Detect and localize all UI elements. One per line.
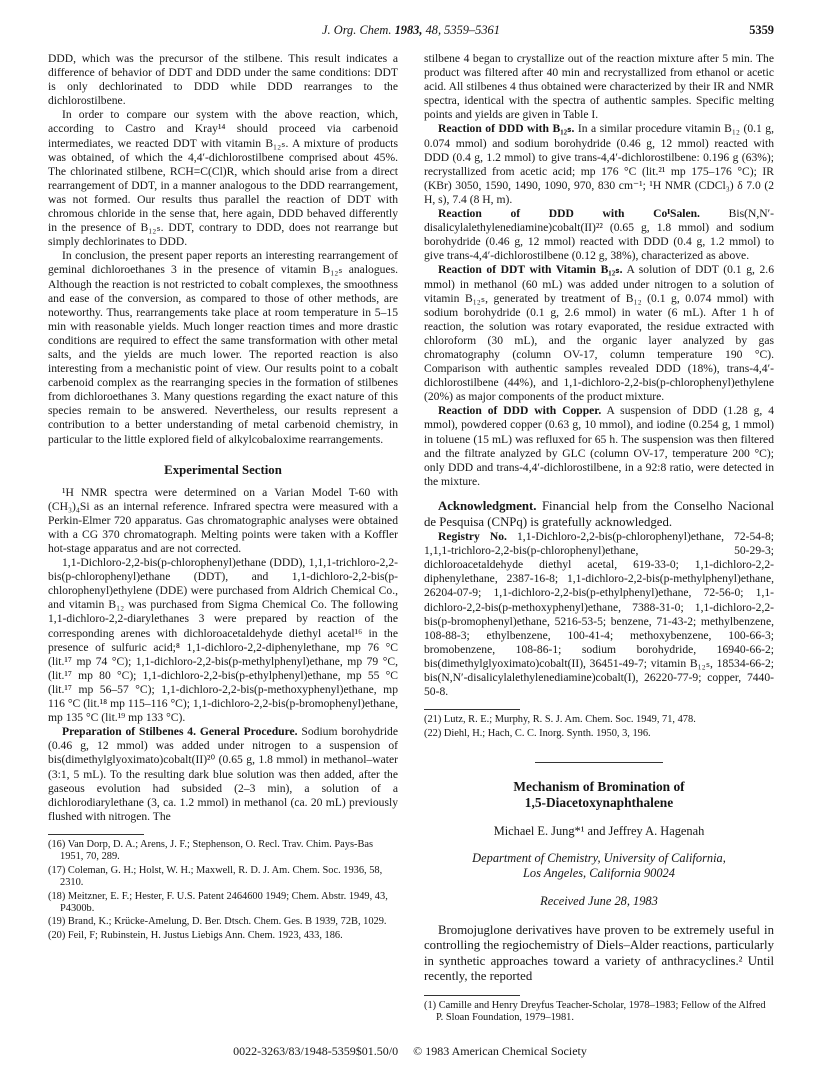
paragraph-text: In a similar procedure vitamin B₁₂ (0.1 g, 0.074 mmol) and sodium borohydride (0.46 g, 12 mmol) reacted with DDD (0.4 g, 1.2 mmol) to give trans-4,4′-dichlorostilbene: 0.196 g (63%); recrystallized from acetic acid; mp 176 °C (lit.²¹ mp 175–176 °C); IR (KBr) 3050, 1590, 1490, 1090, 970, 830 cm⁻¹; ¹H NMR (CDCl₃) δ 7.0 (2 H, s), 7.4 (8 H, m). bbox=[424, 122, 775, 206]
paragraph-text: A solution of DDT (0.1 g, 2.6 mmol) in methanol (60 mL) was added under nitrogen to a solution of vitamin B₁₂ₛ, generated by treatment of B₁₂ (0.1 g, 0.074 mmol) with sodium borohydride (0.1 g, 2.6 mmol) in water (6 mL). After 1 h of reaction, the solution was rotary evaporated, the residue extracted with chloroform (30 mL), and the organic layer analyzed by gas chromatography (column OV-17, column temperature 190 °C). Comparison with authentic samples revealed DDD (18%), trans-4,4′-dichlorostilbene (44%), and 1,1-dichloro-2,2-bis(p-chlorophenyl)ethylene (20%) as major components of the product mixture. bbox=[424, 263, 774, 404]
paragraph bbox=[424, 404, 774, 489]
paragraph-text: Bis(N,N′-disalicylalethylenediamine)cobalt(II)²² (0.65 g, 1.8 mmol) and sodium borohydride (0.46 g, 12 mmol) reacted with DDD (0.4 g, 1.2 mmol) to give trans-4,4′-dichlorostilbene (0.12 g, 38%), characterized as above. bbox=[424, 207, 774, 263]
run-in-heading: Reaction of DDD with CoᴵSalen. bbox=[438, 207, 700, 221]
left-column bbox=[48, 52, 398, 1042]
footnote: (1) Camille and Henry Dreyfus Teacher-Scholar, 1978–1983; Fellow of the Alfred P. Sloan Foundation, 1979–1981. bbox=[424, 1000, 766, 1024]
section-heading-experimental: Experimental Section bbox=[164, 462, 282, 477]
title-line: Mechanism of Bromination of bbox=[513, 779, 685, 795]
paragraph: DDD, which was the precursor of the stilbene. This result indicates a difference of behavior of DDT and DDD under the same conditions: DDT is only dechlorinated to DDD while DDD rearranges to the dichlorostilbene. bbox=[48, 52, 398, 108]
footnote: (16) Van Dorp, D. A.; Arens, J. F.; Stephenson, O. Recl. Trav. Chim. Pays-Bas 1951, 70, 289. bbox=[48, 838, 374, 863]
run-in-heading: Reaction of DDD with B₁₂ₛ. bbox=[438, 122, 575, 136]
run-in-heading: Acknowledgment. bbox=[438, 498, 537, 513]
run-in-heading: Registry No. bbox=[438, 530, 507, 544]
article-body: Bromojuglone derivatives have proven to be extremely useful in controlling the regiochemistry of Diels–Alder reactions, particularly in synthetic approaches toward a variety of anthracyclines.² Until recently, the reported bbox=[424, 922, 774, 984]
paragraph: stilbene 4 began to crystallize out of the reaction mixture after 5 min. The product was filtered after 40 min and recrystallized from ethanol or acetic acid. All stilbenes 4 thus obtained were characterized by their IR and NMR spectra, identical with the spectra of authentic samples. Specific melting points and yields are given in Table I. bbox=[424, 52, 774, 122]
right-column bbox=[424, 52, 774, 1042]
footer-code: 0022-3263/83/1948-5359$01.50/0 bbox=[233, 1044, 399, 1058]
footnotes bbox=[48, 839, 398, 942]
journal-year: 1983, bbox=[394, 23, 423, 37]
paragraph-text: 1,1-Dichloro-2,2-bis(p-chlorophenyl)ethane, 72-54-8; 1,1,1-trichloro-2,2-bis(p-chlorophenyl)ethane, 50-29-3; dichloroacetaldehyde diethyl acetal, 619-33-0; 1,1-dichloro-2,2-diphenylethane, 2387-16-8; 1,1-dichloro-2,2-bis(p-methylphenyl)ethane, 26204-07-9; 1,1-dichloro-2,2-bis(p-ethylphenyl)ethane, 72-56-0; 1,1-dichloro-2,2-bis(p-methoxyphenyl)ethane, 7388-31-0; 1,1-dichloro-2,2-bis(p-bromophenyl)ethane, 5216-53-5; benzene, 71-43-2; methylbenzene, 108-88-3; ethylbenzene, 100-41-4; methoxybenzene, 100-66-3; bromobenzene, 108-86-1; sodium borohydride, 16940-66-2; bis(dimethylglyoximato)cobalt(II), 36451-49-7; vitamin B₁₂ₛ, 18534-66-2; bis(N,N′-disalicylalethylenediamine)cobalt(I), 26220-77-9; copper, 7440-50-8. bbox=[424, 530, 774, 699]
article-authors: Michael E. Jung*¹ and Jeffrey A. Hagenah bbox=[493, 823, 705, 838]
journal-name: J. Org. Chem. bbox=[322, 23, 392, 37]
footnote: (22) Diehl, H.; Hach, C. C. Inorg. Synth. 1950, 3, 196. bbox=[424, 727, 651, 739]
footnote-rule bbox=[424, 995, 520, 996]
title-line: 1,5-Diacetoxynaphthalene bbox=[524, 795, 674, 811]
article-separator bbox=[535, 762, 663, 763]
footnote: (18) Meitzner, E. F.; Hester, F. U.S. Patent 2464600 1949; Chem. Abstr. 1949, 43, P4300b. bbox=[48, 890, 388, 914]
paragraph-text: Financial help from the Conselho Nacional de Pesquisa (CNPq) is gratefully acknowledged. bbox=[424, 498, 774, 529]
footnotes bbox=[424, 714, 774, 740]
page-footer bbox=[0, 1044, 820, 1058]
paragraph-text: A suspension of DDD (1.28 g, 4 mmol), powdered copper (0.63 g, 10 mmol), and iodine (0.254 g, 1 mmol) in toluene (15 mL) was refluxed for 65 h. The suspension was then filtered and the filtrate analyzed by GLC (column OV-17, temperature 200 °C); only DDD and trans-4,4′-dichlorostilbene, in a 92:8 ratio, were detected in the mixture. bbox=[424, 404, 774, 488]
footnote: (21) Lutz, R. E.; Murphy, R. S. J. Am. Chem. Soc. 1949, 71, 478. bbox=[424, 714, 696, 726]
footnote: (19) Brand, K.; Krücke-Amelung, D. Ber. Dtsch. Chem. Ges. B 1939, 72B, 1029. bbox=[48, 916, 387, 928]
run-in-heading: Reaction of DDT with Vitamin B₁₂ₛ. bbox=[438, 263, 623, 277]
paragraph: In conclusion, the present paper reports an interesting rearrangement of geminal dichloroethanes 3 in the presence of vitamin B₁₂ₛ analogues. Although the reaction is not restricted to cobalt complexes, the smoothness and ease of the conversion, as compared to those of other methods, are noteworthy. Thus, rearrangements take place at room temperature in 5–15 min with reasonable yields. Much longer reaction times and more drastic conditions are required to effect the same transformation with other metal salts, and the yields are much lower. The reported reaction is also interesting from a mechanistic point of view. Our results point to a cobalt carbenoid complex as the rearranging species in the formation of stilbenes from dichloroethanes 3. Many questions regarding the exact nature of this species remain to be answered. Nevertheless, our results represent a contribution to a better understanding of metal carbenoid chemistry, in particular to the little explored field of alkylcobaloxime rearrangements. bbox=[48, 249, 398, 446]
footnote: (17) Coleman, G. H.; Holst, W. H.; Maxwell, R. D. J. Am. Chem. Soc. 1936, 58, 2310. bbox=[48, 864, 383, 889]
paragraph: In order to compare our system with the above reaction, which, according to Castro and Kray¹⁴ should proceed via carbenoid intermediates, we reacted DDT with vitamin B₁₂ₛ. A mixture of products was obtained, of which the 4,4′-dichlorostilbene comprised about 45%. The chlorinated stilbene, RCH=C(Cl)R, which should arise from a direct rearrangement of DDT, in a manner analogous to the DDD rearrangement, was not formed. Our results thus parallel the reaction of DDT with chromous chloride in the sense that, here again, DDD behaved differently in the presence of B₁₂ₛ. DDT, contrary to DDD, does not rearrange but simply dechlorinates to DDD. bbox=[48, 108, 398, 249]
page-number: 5359 bbox=[749, 23, 774, 37]
article-title bbox=[424, 779, 774, 812]
footnote: (20) Feil, F; Rubinstein, H. Justus Liebigs Ann. Chem. 1923, 433, 186. bbox=[48, 929, 343, 941]
journal-citation bbox=[48, 22, 774, 38]
running-header bbox=[48, 22, 774, 38]
affiliation-line: Los Angeles, California 90024 bbox=[523, 866, 675, 881]
footer-copyright: © 1983 American Chemical Society bbox=[413, 1044, 587, 1058]
run-in-heading: Preparation of Stilbenes 4. General Procedure. bbox=[62, 725, 298, 739]
run-in-heading: Reaction of DDD with Copper. bbox=[438, 404, 602, 418]
paragraph-text: Sodium borohydride (0.46 g, 12 mmol) was added under nitrogen to a suspension of bis(dimethylglyoximato)cobalt(II)²⁰ (0.65 g, 1.8 mmol) in methanol–water (3:1, 5 mL). To the resulting dark blue solution was then added, after the gaseous evolution had subsided (2–3 min), a solution of a dichlorodiarylethane (3, ca. 1.2 mmol) in methanol (ca. 20 mL) previously flushed with nitrogen. The bbox=[48, 725, 398, 823]
footnote-rule bbox=[48, 834, 144, 835]
footnote-rule bbox=[424, 709, 520, 710]
registry-numbers bbox=[424, 530, 774, 699]
paragraph bbox=[48, 725, 398, 824]
paragraph bbox=[424, 122, 774, 207]
paragraph: 1,1-Dichloro-2,2-bis(p-chlorophenyl)ethane (DDD), 1,1,1-trichloro-2,2-bis(p-chlorophenyl)ethane (DDT), and 1,1-dichloro-2,2-bis(p-chlorophenyl)ethylene (DDE) were purchased from Aldrich Chemical Co., and vitamin B₁₂ was purchased from Sigma Chemical Co. The following 1,1-dichloro-2,2-diarylethanes 3 were prepared by reaction of the corresponding arenes with dichloroacetaldehyde diethyl acetal¹⁶ in the presence of sulfuric acid;⁸ 1,1-dichloro-2,2-diphenylethane, mp 76 °C (lit.¹⁷ mp 74 °C); 1,1-dichloro-2,2-bis(p-methylphenyl)ethane, mp 79 °C, (lit.¹⁷ mp 80 °C); 1,1-dichloro-2,2-bis(p-ethylphenyl)ethane, mp 55 °C (lit.¹⁷ mp 56–57 °C); 1,1-dichloro-2,2-bis(p-methoxyphenyl)ethane, mp 116 °C (lit.¹⁸ mp 115–116 °C); 1,1-dichloro-2,2-bis(p-bromophenyl)ethane, mp 135 °C (lit.¹⁹ mp 133 °C). bbox=[48, 556, 398, 725]
affiliation-line: Department of Chemistry, University of California, bbox=[472, 850, 726, 865]
journal-pages: 5359–5361 bbox=[444, 23, 500, 37]
paragraph bbox=[424, 207, 774, 263]
article-received-date: Received June 28, 1983 bbox=[540, 893, 658, 908]
article-affiliation bbox=[424, 851, 774, 882]
paragraph: ¹H NMR spectra were determined on a Varian Model T-60 with (CH₃)₄Si as an internal reference. Infrared spectra were measured with a Perkin-Elmer 720 apparatus. Gas chromatographic analyses were obtained with a CG 370 chromatograph. Melting points were taken with a Koffler hot-stage apparatus and are not corrected. bbox=[48, 485, 398, 555]
journal-volume: 48, bbox=[425, 23, 442, 37]
paragraph bbox=[424, 263, 774, 404]
acknowledgment bbox=[424, 499, 774, 530]
